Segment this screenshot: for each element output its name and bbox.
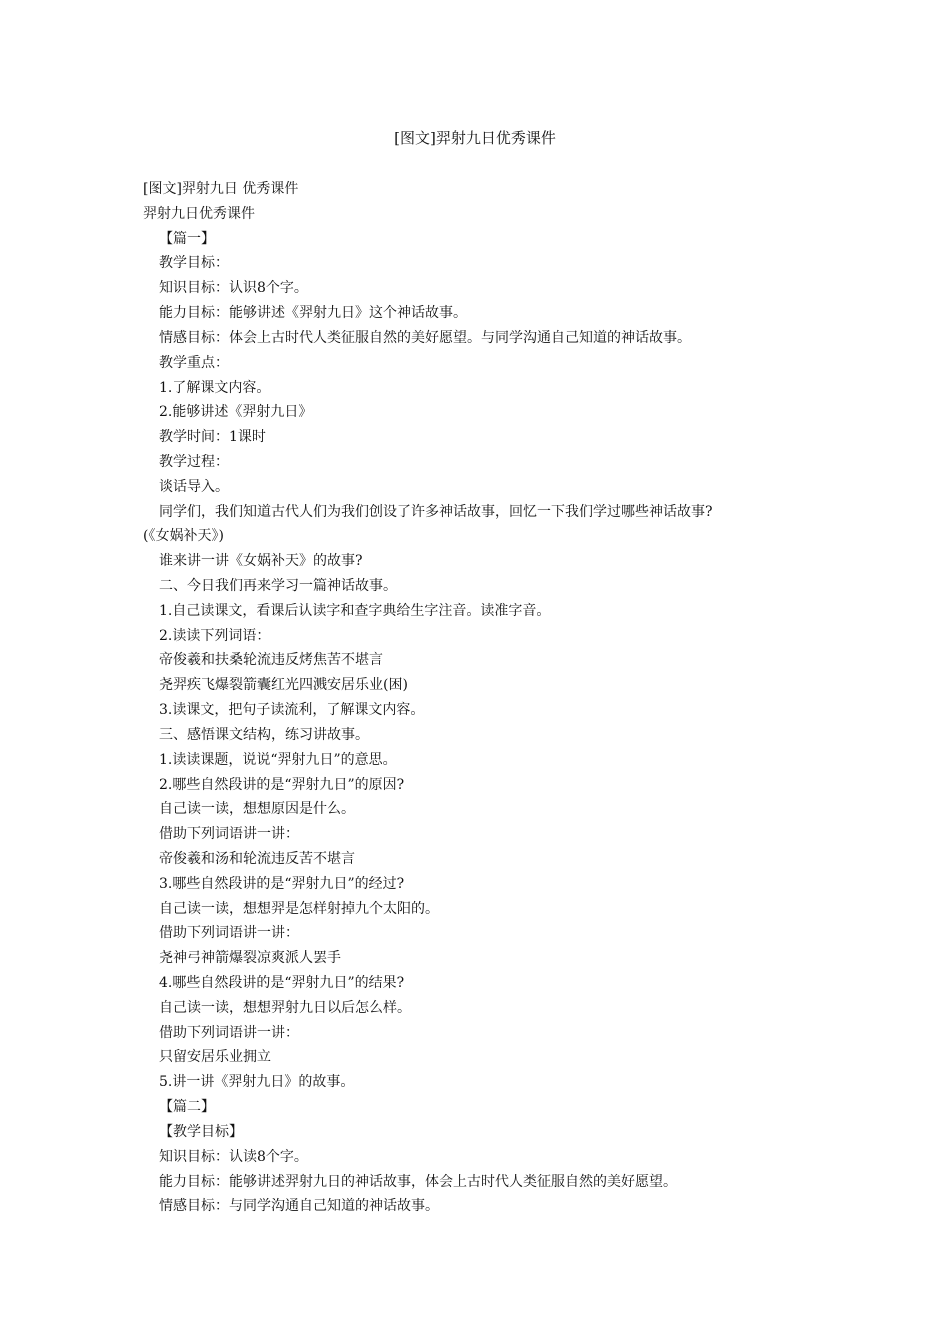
text-line: 自己读一读，想想原因是什么。	[159, 801, 355, 818]
text-line: 知识目标：认识8个字。	[159, 280, 308, 297]
text-line: 情感目标：与同学沟通自己知道的神话故事。	[159, 1198, 439, 1215]
text-line: 3.读课文，把句子读流利，了解课文内容。	[159, 702, 425, 719]
text-line: 尧神弓神箭爆裂凉爽派人罢手	[159, 950, 341, 967]
text-line: 借助下列词语讲一讲：	[159, 1024, 299, 1041]
text-line: 1.读读课题，说说“羿射九日”的意思。	[159, 751, 397, 768]
text-line: 知识目标：认读8个字。	[159, 1148, 308, 1165]
text-line: 帝俊羲和汤和轮流违反苦不堪言	[159, 850, 355, 867]
text-line: (《女娲补天》)	[143, 528, 224, 545]
text-line: 情感目标：体会上古时代人类征服自然的美好愿望。与同学沟通自己知道的神话故事。	[159, 329, 691, 346]
text-line: 只留安居乐业拥立	[159, 1049, 271, 1066]
text-line: 1.自己读课文，看课后认读字和查字典给生字注音。读准字音。	[159, 602, 551, 619]
text-line: 二、今日我们再来学习一篇神话故事。	[159, 578, 397, 594]
document-title: [图文]羿射九日优秀课件	[394, 129, 556, 147]
text-line: 谈话导入。	[159, 478, 229, 495]
text-line: 教学目标：	[159, 255, 229, 272]
document-body	[143, 177, 823, 1219]
text-line: 【篇一】	[159, 230, 215, 247]
text-line: 4.哪些自然段讲的是“羿射九日”的结果?	[159, 975, 405, 991]
text-line: 3.哪些自然段讲的是“羿射九日”的经过?	[159, 875, 405, 892]
text-line: 【篇二】	[159, 1099, 215, 1116]
text-line: 教学重点：	[159, 354, 229, 371]
text-line: 同学们，我们知道古代人们为我们创设了许多神话故事，回忆一下我们学过哪些神话故事?	[159, 503, 713, 520]
text-line: 借助下列词语讲一讲：	[159, 826, 299, 843]
text-line: 自己读一读，想想羿射九日以后怎么样。	[159, 999, 411, 1016]
text-line: 三、感悟课文结构，练习讲故事。	[159, 726, 369, 743]
text-line: 【教学目标】	[159, 1123, 243, 1140]
text-line: 能力目标：能够讲述羿射九日的神话故事，体会上古时代人类征服自然的美好愿望。	[159, 1173, 677, 1190]
text-line: 5.讲一讲《羿射九日》的故事。	[159, 1074, 355, 1091]
text-line: 教学时间：1课时	[159, 429, 266, 446]
text-line: 能力目标：能够讲述《羿射九日》这个神话故事。	[159, 305, 467, 322]
text-line: 自己读一读，想想羿是怎样射掉九个太阳的。	[159, 900, 439, 917]
text-line: 帝俊羲和扶桑轮流违反烤焦苦不堪言	[159, 652, 383, 669]
text-line: 2.哪些自然段讲的是“羿射九日”的原因?	[159, 776, 405, 793]
text-line: 教学过程：	[159, 453, 229, 470]
text-line: 借助下列词语讲一讲：	[159, 925, 299, 942]
text-line: 2.能够讲述《羿射九日》	[159, 404, 313, 421]
text-line: 1.了解课文内容。	[159, 379, 271, 396]
text-line: 羿射九日优秀课件	[143, 205, 255, 222]
text-line: 2.读读下列词语：	[159, 627, 271, 644]
text-line: 谁来讲一讲《女娲补天》的故事?	[159, 553, 363, 570]
text-line: [图文]羿射九日 优秀课件	[143, 181, 299, 197]
text-line: 尧羿疾飞爆裂箭囊红光四溅安居乐业(困)	[159, 677, 408, 694]
